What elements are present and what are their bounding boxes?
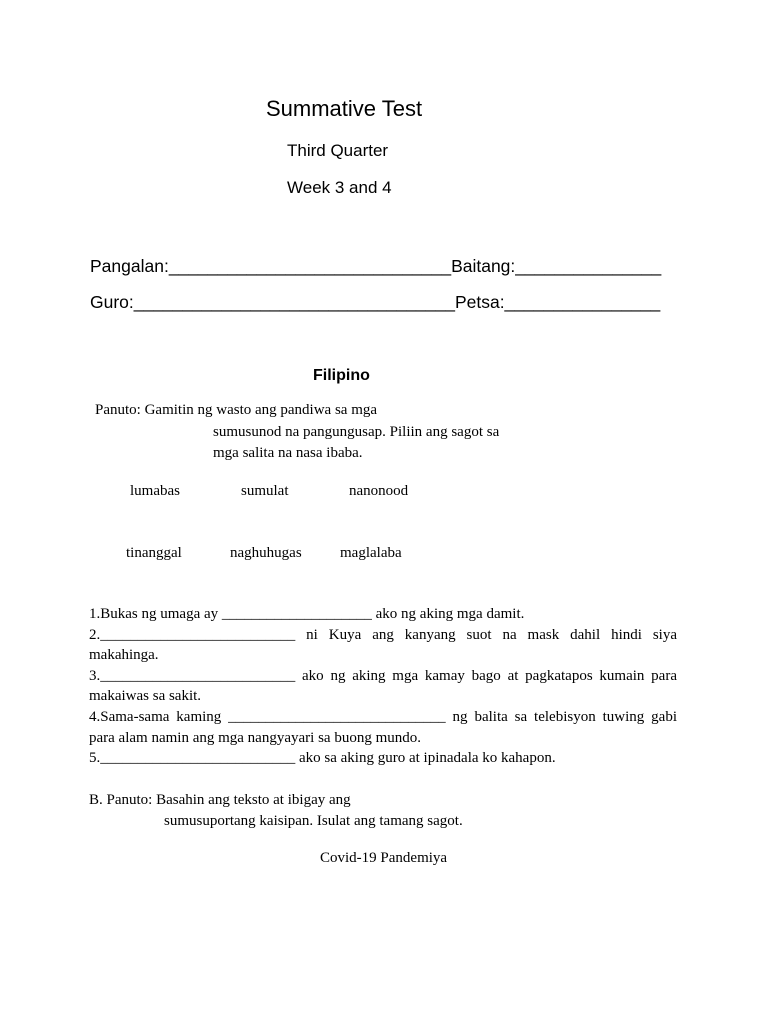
name-grade-fields: Pangalan:_____________________________Baitang:_______________ bbox=[90, 256, 662, 276]
instruction-line: sumusunod na pangungusap. Piliin ang sagot sa bbox=[213, 424, 500, 440]
word-choice: tinanggal bbox=[126, 545, 182, 561]
teacher-date-fields: Guro:_________________________________Petsa:________________ bbox=[90, 292, 661, 312]
question-item: 3.__________________________ ako ng aking mga kamay bago at pagkatapos kumain para makaiwas sa sakit. bbox=[89, 667, 677, 705]
word-choice: nanonood bbox=[349, 483, 409, 499]
question-item: 5.__________________________ ako sa aking guro at ipinadala ko kahapon. bbox=[89, 750, 556, 767]
page-title: Summative Test bbox=[266, 96, 423, 121]
week-label: Week 3 and 4 bbox=[287, 178, 392, 197]
word-choice: lumabas bbox=[130, 483, 180, 499]
part-b-instruction: B. Panuto: Basahin ang teksto at ibigay ang bbox=[89, 792, 351, 808]
word-choice: maglalaba bbox=[340, 545, 402, 561]
text-title: Covid-19 Pandemiya bbox=[320, 850, 448, 866]
quarter-label: Third Quarter bbox=[287, 141, 389, 160]
instruction-line: Panuto: Gamitin ng wasto ang pandiwa sa mga bbox=[95, 402, 378, 418]
question-item: 2.__________________________ ni Kuya ang kanyang suot na mask dahil hindi siya makahinga. bbox=[89, 626, 677, 664]
part-b-instruction: sumusuportang kaisipan. Isulat ang tamang sagot. bbox=[164, 813, 463, 829]
question-item: 4.Sama-sama kaming _____________________________ ng balita sa telebisyon tuwing gabi para alam namin ang mga nangyayari sa buong mundo. bbox=[89, 708, 677, 746]
question-item: 1.Bukas ng umaga ay ____________________ ako ng aking mga damit. bbox=[89, 606, 525, 622]
question-list bbox=[89, 604, 677, 769]
word-choice: naghuhugas bbox=[230, 545, 302, 561]
subject-heading: Filipino bbox=[313, 367, 370, 384]
word-choice: sumulat bbox=[241, 483, 289, 499]
instruction-line: mga salita na nasa ibaba. bbox=[213, 445, 363, 461]
